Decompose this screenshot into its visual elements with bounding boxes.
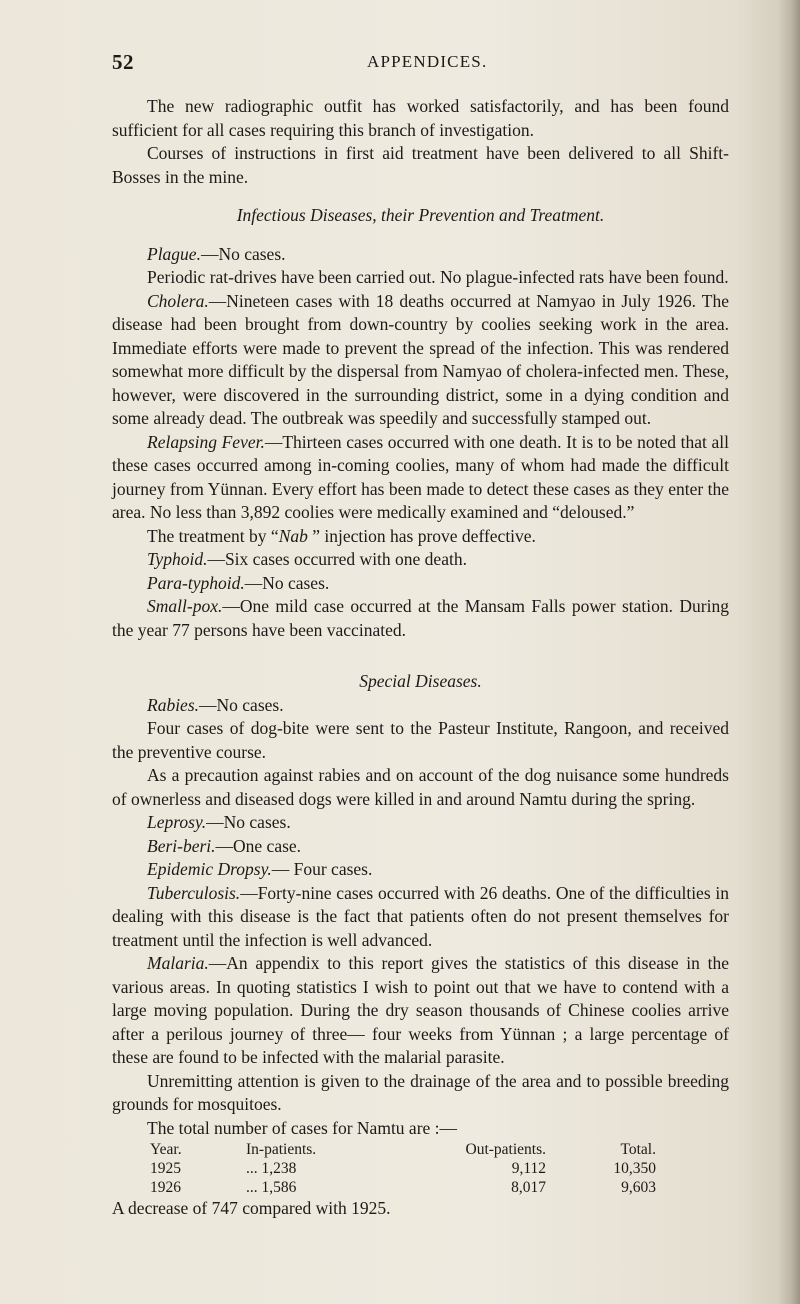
entry-label: Para-typhoid. [147, 572, 245, 593]
entry-rabies [112, 694, 729, 718]
entry-label: Malaria. [147, 953, 209, 973]
entry-cholera [112, 290, 729, 431]
section-title-infectious: Infectious Diseases, their Prevention and Treatment. [236, 205, 605, 225]
cell-in-patients: ... 1,586 [246, 1179, 297, 1196]
paragraph-drainage: Unremitting attention is given to the drainage of the area and to possible breeding grounds for mosquitoes. [112, 1070, 729, 1114]
entry-text: —One case. [215, 835, 302, 856]
entry-label: Cholera. [147, 290, 209, 311]
paragraph-rat-drives: Periodic rat-drives have been carried out. No plague-infected rats have been found. [147, 267, 729, 287]
entry-typhoid [112, 548, 729, 572]
entry-label: Relapsing Fever. [147, 431, 265, 452]
entry-label: Plague. [147, 243, 201, 264]
running-title: APPENDICES. [367, 52, 488, 71]
entry-text: —An appendix to this report gives the statistics of this disease in the various areas. In quoting statistics I wish to point out that we have to contend with a large moving population. During the dry season thousands of Chinese coolies arrive after a perilous journey of three— four weeks from Yünnan ; a large percentage of these are found to be infected with the malarial parasite. [112, 953, 729, 1067]
entry-label: Beri-beri. [147, 835, 216, 856]
paragraph-dog-bite: Four cases of dog-bite were sent to the Pasteur Institute, Rangoon, and received the preventive course. [112, 718, 729, 762]
cell-year: 1925 [150, 1160, 181, 1177]
paragraph-nab-treatment [112, 525, 729, 549]
table-row [150, 1178, 656, 1197]
page-edge-shadow [778, 0, 800, 1304]
entry-plague [112, 243, 729, 267]
paragraph-radiographic: The new radiographic outfit has worked satisfactorily, and has been found sufficient for all cases requiring this branch of investigation. [112, 96, 729, 140]
entry-small-pox [112, 595, 729, 642]
column-header-year: Year. [150, 1141, 182, 1158]
entry-label: Epidemic Dropsy. [147, 859, 272, 879]
entry-text: —Nineteen cases with 18 deaths occurred at Namyao in July 1926. The disease had been brought from down-country by coolies seeking work in the area. Immediate efforts were made to prevent the spread of the infection. This was rendered somewhat more difficult by the dispersal from Namyao of cholera-infected men. These, however, were discovered in the surrounding district, some in a dying condition and some already dead. The outbreak was speedily and successfully stamped out. [112, 290, 729, 428]
page-header [112, 50, 720, 80]
paragraph-dog-nuisance: As a precaution against rabies and on account of the dog nuisance some hundreds of ownerless and diseased dogs were killed in and around Namtu during the spring. [112, 765, 729, 809]
entry-leprosy [112, 811, 729, 835]
column-header-out-patients: Out-patients. [465, 1141, 546, 1158]
entry-text: —Six cases occurred with one death. [207, 549, 467, 569]
page-number: 52 [112, 50, 134, 74]
cell-year: 1926 [150, 1179, 181, 1196]
page-body [112, 95, 729, 1221]
paragraph-first-aid: Courses of instructions in first aid treatment have been delivered to all Shift-Bosses in the mine. [112, 143, 729, 187]
entry-text: —No cases. [244, 572, 330, 593]
cell-out-patients: 8,017 [511, 1179, 546, 1196]
cell-in-patients: ... 1,238 [246, 1160, 297, 1177]
cell-total: 9,603 [621, 1179, 656, 1196]
nab-post: ” injection has prove deffective. [307, 525, 536, 546]
entry-relapsing-fever [112, 431, 729, 525]
entry-label: Rabies. [147, 694, 200, 715]
entry-tuberculosis [112, 882, 729, 953]
column-header-total: Total. [620, 1141, 656, 1158]
table-header-row [150, 1140, 656, 1159]
entry-text: —Thirteen cases occurred with one death. It is to be noted that all these cases occurred among in-coming coolies, many of whom had made the difficult journey from Yünnan. Every effort has been made to detect these cases as they enter the area. No less than 3,892 coolies were medically examined and “deloused.” [112, 431, 729, 522]
column-header-in-patients: In-patients. [246, 1141, 317, 1158]
table-row [150, 1159, 656, 1178]
section-title-special: Special Diseases. [359, 671, 482, 691]
paragraph-total-intro: The total number of cases for Namtu are :— [147, 1117, 458, 1138]
entry-text: — Four cases. [271, 859, 373, 879]
cell-out-patients: 9,112 [511, 1160, 546, 1177]
nab-pre: The treatment by “ [147, 525, 279, 546]
entry-text: —No cases. [206, 812, 291, 832]
entry-text: —No cases. [199, 694, 284, 715]
nab-italic: Nab [278, 525, 308, 546]
entry-label: Tuberculosis. [147, 882, 241, 903]
entry-malaria [112, 952, 729, 1070]
entry-epidemic-dropsy [112, 858, 729, 882]
entry-para-typhoid [112, 572, 729, 596]
entry-label: Leprosy. [147, 812, 207, 832]
entry-label: Small-pox. [147, 596, 223, 616]
entry-text: —One mild case occurred at the Mansam Falls power station. During the year 77 persons have been vaccinated. [112, 596, 729, 640]
cases-table [150, 1140, 656, 1197]
paragraph-closing: A decrease of 747 compared with 1925. [112, 1198, 391, 1218]
entry-label: Typhoid. [147, 549, 208, 569]
cell-total: 10,350 [613, 1160, 656, 1177]
entry-text: —No cases. [200, 243, 286, 264]
entry-beri-beri [112, 835, 729, 859]
entry-text: —Forty-nine cases occurred with 26 deaths. One of the difficulties in dealing with this disease is the fact that patients often do not present themselves for treatment until the infection is well advanced. [112, 882, 729, 950]
